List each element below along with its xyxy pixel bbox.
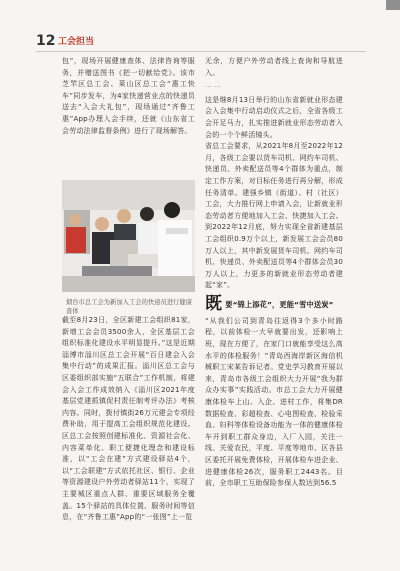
right-paragraph-4: “从我们公司到青岛往返得3个多小时路程，以前体检一大早就要出发，还影响上班，现在方便了，在家门口就能享受这么高水平的体检服务！”青岛西海岸新区海信机械职工宋某告诉记者。党史学习教育开展以来，青岛市各级工会组织大力开展“我为群众办实事”实践活动。市总工会大力开展健康体检车上山、入企、进村工作，将集DR数据检查、彩超检查、心电图检查、检验采血、妇科等体检设备功能为一体的健康体检车开到职工群众身边，入厂入园，关注一线、关爱农民，平度、平度等地市、区各县区委托开展免费体检，开展体检车进企业、进健康体检26次，服务职工2443名。目前，全市职工互助保险参保人数达到56.5 (205, 316, 343, 488)
right-paragraph-2: 这是继8月13日举行的山东省新就业形态建会入会集中行动启动仪式之后，全省各级工会开足马力，扎实推进新就业形态劳动者入会的一个个鲜活镜头。 (205, 95, 343, 139)
section-subhead (205, 293, 343, 314)
corner-tab (386, 0, 400, 10)
subhead-text: 要“锦上添花”，更能“雪中送炭” (225, 299, 334, 309)
header-rule (36, 51, 366, 52)
right-paragraph-1: 无余，方便户外劳动者线上查询和导航进入。 (205, 57, 343, 77)
article-photo (62, 180, 195, 292)
left-column-top (62, 56, 195, 137)
right-paragraph-3: 省总工会要求，从2021年8月至2022年12月，各级工会要以货车司机、网约车司机、快递员、外卖配送员等4个群体为重点，制定工作方案，对目标任务进行再分解，形成任务清单。建强乡镇（街道）、村（社区）工会，大力推行网上申请入会，让新就业形态劳动者方便地加入工会、快捷加入工会。到2022年12月底，努力实现全省新建基层工会组织0.9万个以上，新发展工会会员80万人以上，其中新发展货车司机、网约车司机、快递员、外卖配送员等4个群体会员30万人以上，力更多的新就业形态劳动者建起“家”。 (205, 142, 343, 290)
separator-dots: …… (205, 81, 223, 90)
left-column-bottom (62, 315, 195, 524)
photo-illustration (62, 180, 195, 292)
right-column (205, 56, 343, 490)
left-paragraph-2: 截至8月23日，全区新建工会组织81家，新增工会会员3500余人，全区基层工会组织标准化建设水平明显提升。”这是近期淄博市淄川区总工会开展“百日建会入会集中行动”的成果汇报。淄川区总工会与区委组织部实施“五联合”工作机制，将建会入会工作成效纳入《淄川区2021年度基层党建抓镇促村责任制考评办法》考核内容。同时，拨付镇街26万元建会专项经费补助，用于提高工会组织规范化建设。区总工会按照创建标准化、资源社会化、内容菜单化、职工便捷化理念和建设标准，以“工会在建”方式建设驿站4个，以“工会联建”方式依托社区、银行、企业等资源建设户外劳动者驿站11个，实现了主要城区重点人群、重要区域服务全覆盖。15个驿站的具体位置、服务时间等信息，在“齐鲁工惠”App的“一张图”上一览 (62, 316, 195, 522)
left-paragraph-1: 包”，现场开展健康查体、法律咨询等服务，并赠送图书《把一切献给党》。该市芝罘区总工会、莱山区总工会“惠工快车”同步发车，为4家快递营业点的快递员送去“入会大礼包”，现场通过“齐鲁工惠”App办理入会手续，还就《山东省工会劳动法律监督条例》进行了现场解答。 (62, 57, 195, 135)
page-number: 12 (36, 33, 56, 49)
photo-caption: 烟台市总工会为新加入工会的快递员进行健康查体 (66, 299, 192, 315)
section-title: 工会担当 (58, 37, 95, 47)
subhead-dropcap: 既 (205, 293, 223, 314)
page-header (36, 34, 366, 50)
